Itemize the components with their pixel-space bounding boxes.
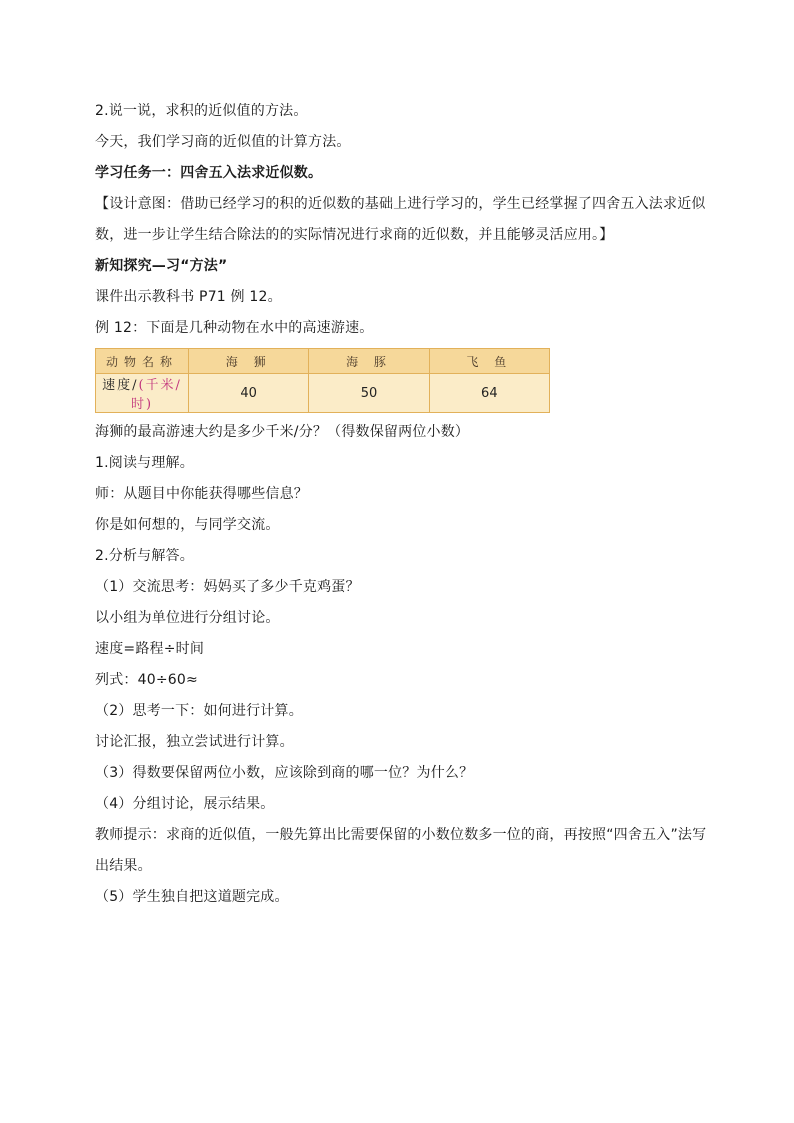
design-intent-paragraph: 【设计意图：借助已经学习的积的近似数的基础上进行学习的，学生已经掌握了四舍五入法求近似数，进一步让学生结合除法的的实际情况进行求商的近似数，并且能够灵活应用。】	[95, 196, 706, 243]
text-line: 以小组为单位进行分组讨论。	[95, 610, 280, 626]
text-line: 1.阅读与理解。	[95, 455, 194, 471]
text-line: 你是如何想的，与同学交流。	[95, 517, 280, 533]
text-line: 2.说一说，求积的近似值的方法。	[95, 103, 308, 119]
document-page	[95, 96, 707, 913]
text-line: （1）交流思考：妈妈买了多少千克鸡蛋？	[95, 579, 360, 595]
section-heading: 学习任务一：四舍五入法求近似数。	[95, 165, 323, 181]
text-line: 课件出示教科书 P71 例 12。	[95, 289, 282, 305]
text-line: （4）分组讨论，展示结果。	[95, 796, 275, 812]
table-cell: 50	[309, 374, 429, 413]
table-header-cell: 动物名称	[96, 349, 189, 374]
text-line: （5）学生独自把这道题完成。	[95, 889, 289, 905]
formula-line: 速度=路程÷时间	[95, 641, 205, 657]
row-label-unit: (千米/时)	[130, 378, 182, 412]
animal-speed-table	[95, 348, 550, 413]
table-header-cell: 飞 鱼	[429, 349, 549, 374]
table-cell: 40	[189, 374, 309, 413]
question-line: 海狮的最高游速大约是多少千米/分？（得数保留两位小数）	[95, 424, 470, 440]
example-title: 例 12：下面是几种动物在水中的高速游速。	[95, 320, 374, 336]
table-row	[96, 374, 550, 413]
table-header-cell: 海 豚	[309, 349, 429, 374]
row-label-prefix: 速度/	[102, 378, 139, 393]
table-row-label	[96, 374, 189, 413]
text-line: 师：从题目中你能获得哪些信息？	[95, 486, 308, 502]
table-header-row	[96, 349, 550, 374]
text-line: （3）得数要保留两位小数，应该除到商的哪一位？为什么？	[95, 765, 474, 781]
formula-line: 列式：40÷60≈	[95, 672, 198, 688]
section-heading: 新知探究—习“方法”	[95, 258, 228, 274]
text-line: 今天，我们学习商的近似值的计算方法。	[95, 134, 351, 150]
teacher-hint-paragraph: 教师提示：求商的近似值，一般先算出比需要保留的小数位数多一位的商，再按照“四舍五入”法写出结果。	[95, 827, 707, 874]
text-line: 2.分析与解答。	[95, 548, 194, 564]
table-header-cell: 海 狮	[189, 349, 309, 374]
table-cell: 64	[429, 374, 549, 413]
text-line: （2）思考一下：如何进行计算。	[95, 703, 303, 719]
text-line: 讨论汇报，独立尝试进行计算。	[95, 734, 294, 750]
